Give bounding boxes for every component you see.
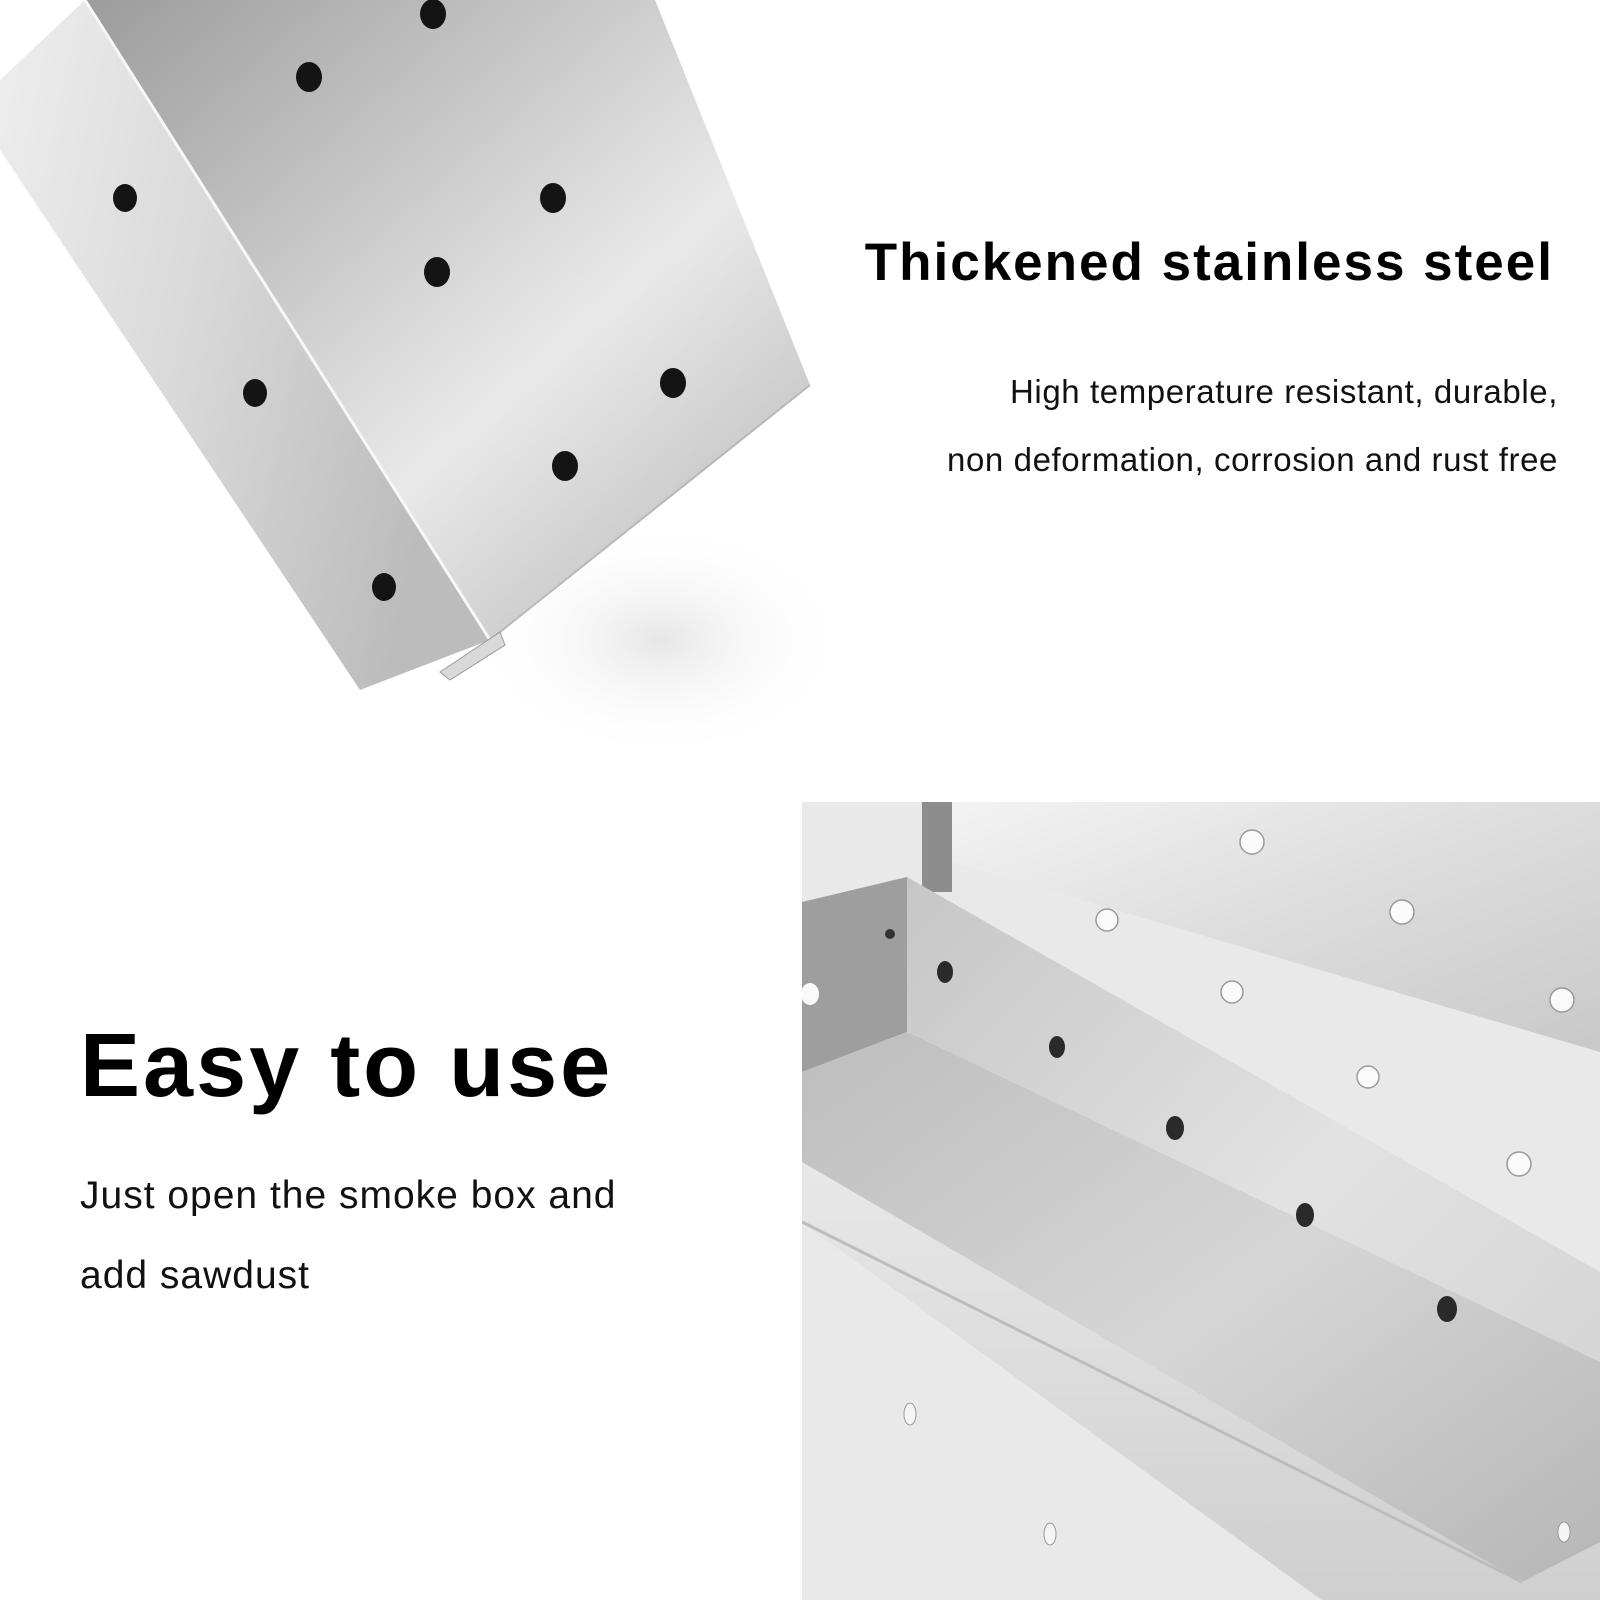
vent-hole (113, 184, 137, 212)
vent-hole (424, 257, 450, 287)
feature-title-easy-to-use: Easy to use (80, 1016, 614, 1116)
vent-hole (904, 1403, 916, 1425)
vent-hole (1390, 900, 1414, 924)
feature-description-line: High temperature resistant, durable, (1009, 373, 1558, 410)
vent-hole (1044, 1523, 1056, 1545)
vent-hole (1437, 1296, 1457, 1322)
feature-description-stainless-steel (947, 358, 1558, 494)
box-lid-hinge (922, 802, 952, 892)
vent-hole (1507, 1152, 1531, 1176)
vent-hole (1096, 909, 1118, 931)
product-photo-closed-box (0, 0, 830, 760)
feature-description-easy-to-use (80, 1156, 617, 1316)
feature-description-line: Just open the smoke box and (80, 1174, 617, 1217)
vent-hole (1166, 1116, 1184, 1140)
feature-description-line: add sawdust (80, 1254, 310, 1297)
smoker-box-closed-illustration (0, 0, 830, 760)
vent-hole (1221, 981, 1243, 1003)
vent-hole (540, 183, 566, 213)
vent-hole (1550, 988, 1574, 1012)
vent-hole (660, 368, 686, 398)
vent-hole (420, 0, 446, 29)
vent-hole (296, 62, 322, 92)
vent-hole (552, 451, 578, 481)
vent-hole (243, 379, 267, 407)
vent-hole (1357, 1066, 1379, 1088)
vent-hole (1049, 1036, 1065, 1058)
vent-hole (1240, 830, 1264, 854)
smoker-box-open-illustration (802, 802, 1600, 1600)
vent-hole (937, 961, 953, 983)
vent-hole (1558, 1522, 1570, 1542)
rivet (885, 929, 895, 939)
feature-title-stainless-steel: Thickened stainless steel (864, 233, 1554, 292)
vent-hole (1296, 1203, 1314, 1227)
vent-hole (372, 573, 396, 601)
feature-description-line: non deformation, corrosion and rust free (947, 441, 1558, 478)
product-photo-open-box (802, 802, 1600, 1600)
